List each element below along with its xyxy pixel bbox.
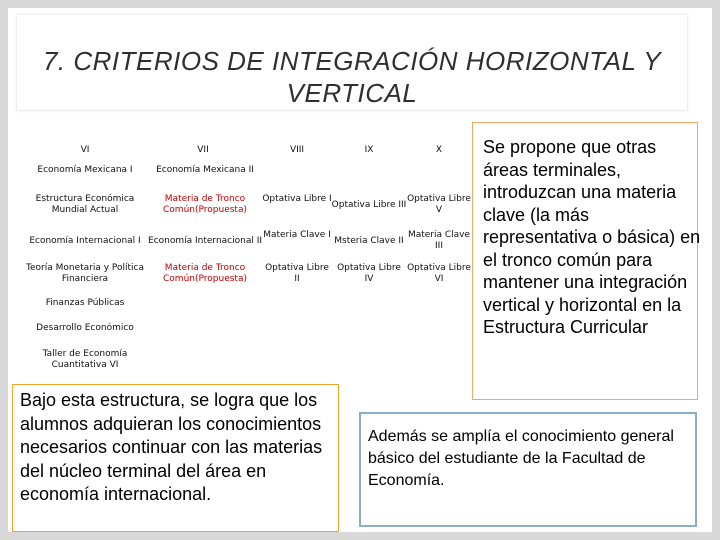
table-cell: Taller de Economía Cuantitativa VI xyxy=(42,349,128,370)
table-cell: Estructura Económica Mundial Actual xyxy=(35,194,135,215)
table-cell: Optativa Libre VI xyxy=(407,263,471,284)
table-cell: Economía Mexicana I xyxy=(37,165,133,175)
header-semester-vi: VI xyxy=(80,145,90,155)
header-semester-vii: VII xyxy=(197,145,209,155)
table-cell: Economía Internacional I xyxy=(29,236,141,246)
title-box xyxy=(16,14,688,111)
bottom-right-note-text: Además se amplía el conocimiento general básico del estudiante de la Facultad de Economía. xyxy=(368,428,674,489)
table-cell: Desarrollo Económico xyxy=(36,323,134,333)
table-cell: Materia Clave III xyxy=(407,230,471,251)
right-note-text: Se propone que otras áreas terminales, introduzcan una materia clave (la más representativa o básica) en el tronco común para mantener una integración vertical y horizontal en la Estructura Curricular xyxy=(483,137,701,337)
table-cell: Economía Internacional II xyxy=(147,236,263,246)
table-cell: Optativa Libre IV xyxy=(337,263,401,284)
table-cell: Finanzas Públicas xyxy=(45,298,125,308)
table-cell-proposed: Materia de Tronco Común(Propuesta) xyxy=(163,194,247,215)
table-cell: Optativa Libre V xyxy=(407,194,471,215)
table-cell: Optativa Libre II xyxy=(265,263,329,284)
header-semester-x: X xyxy=(435,145,443,155)
table-cell: Materia Clave I xyxy=(263,230,331,240)
header-semester-ix: IX xyxy=(364,145,374,155)
table-cell: Optativa Libre III xyxy=(331,200,407,210)
table-cell: Economía Mexicana II xyxy=(156,165,254,175)
slide-title: 7. CRITERIOS DE INTEGRACIÓN HORIZONTAL Y VERTICAL xyxy=(42,46,662,108)
table-cell: Msteria Clave II xyxy=(334,236,404,246)
header-semester-viii: VIII xyxy=(289,145,305,155)
table-cell: Teoría Monetaria y Política Financiera xyxy=(26,263,145,284)
table-cell: Optativa Libre I xyxy=(262,194,332,204)
bottom-left-note-text: Bajo esta estructura, se logra que los alumnos adquieran los conocimientos necesarios continuar con las materias del núcleo terminal del área en economía internacional. xyxy=(20,390,323,504)
table-cell-proposed: Materia de Tronco Común(Propuesta) xyxy=(163,263,247,284)
